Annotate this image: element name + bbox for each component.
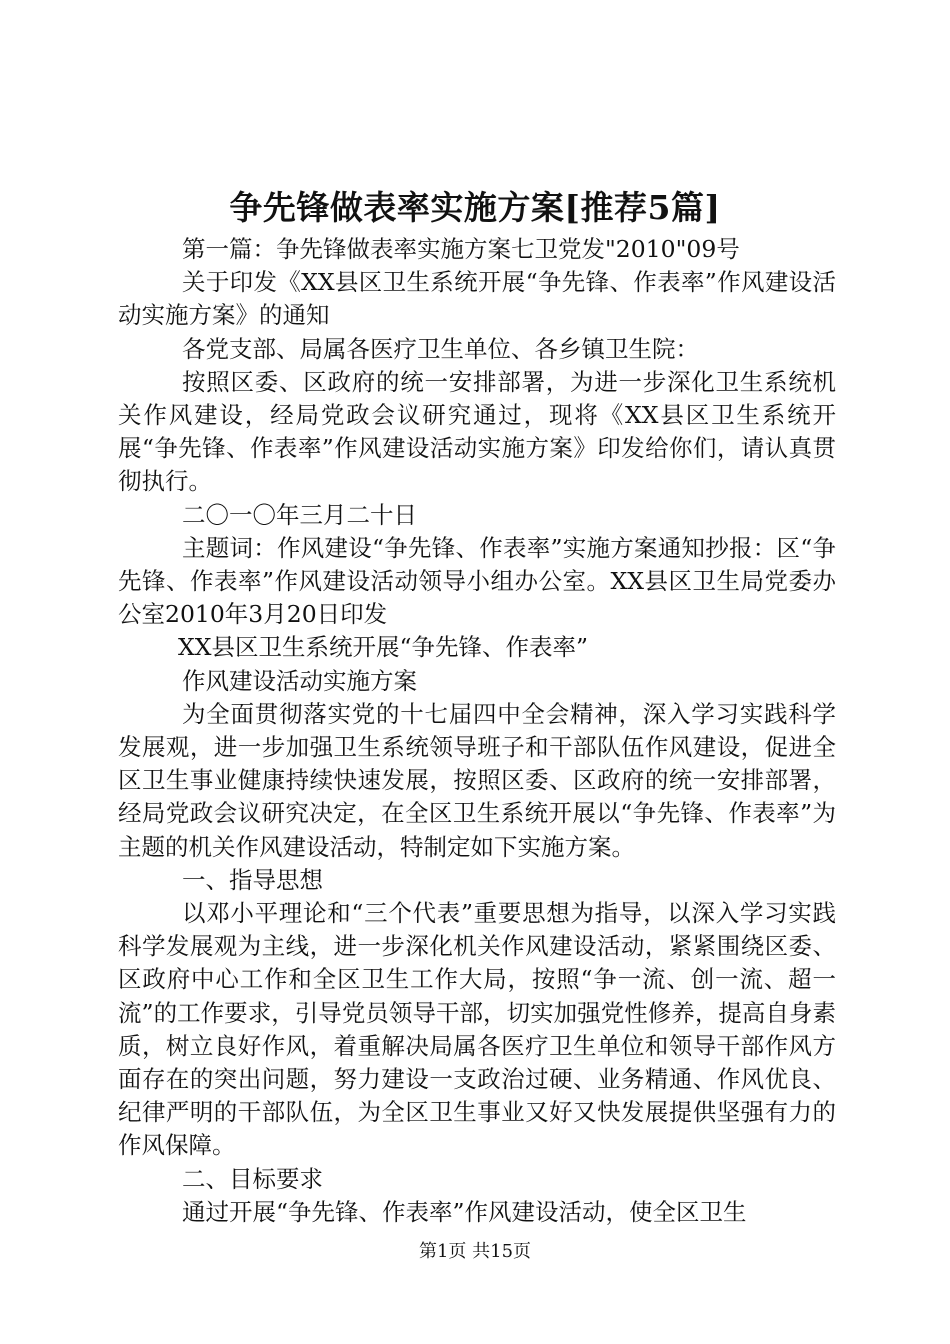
paragraph-addressees: 各党支部、局属各医疗卫生单位、各乡镇卫生院：: [182, 334, 699, 363]
paragraph-plan-title-line2: 作风建设活动实施方案: [182, 666, 417, 695]
section-heading-goals: 二、目标要求: [182, 1164, 323, 1193]
page-footer: 第1页 共15页: [418, 1241, 532, 1262]
document-body: [118, 233, 836, 1229]
paragraph-plan-intro: 为全面贯彻落实党的十七届四中全会精神，深入学习实践科学发展观，进一步加强卫生系统领导班子和干部队伍作风建设，促进全区卫生事业健康持续快速发展，按照区委、区政府的统一安排部署，经局党政会议研究决定，在全区卫生系统开展以“争先锋、作表率”为主题的机关作风建设活动，特制定如下实施方案。: [118, 699, 836, 861]
paragraph-goals: 通过开展“争先锋、作表率”作风建设活动，使全区卫生: [182, 1197, 747, 1226]
paragraph-subject-words: 主题词：作风建设“争先锋、作表率”实施方案通知抄报：区“争先锋、作表率”作风建设活动领导小组办公室。XX县区卫生局党委办公室2010年3月20日印发: [118, 533, 836, 629]
paragraph-date: 二〇一〇年三月二十日: [182, 500, 417, 529]
paragraph-notice-body: 按照区委、区政府的统一安排部署，为进一步深化卫生系统机关作风建设，经局党政会议研究通过，现将《XX县区卫生系统开展“争先锋、作表率”作风建设活动实施方案》印发给你们，请认真贯彻执行。: [118, 367, 836, 496]
document-title: 争先锋做表率实施方案[推荐5篇]: [229, 188, 721, 227]
paragraph-plan-title-line1: XX县区卫生系统开展“争先锋、作表率”: [178, 633, 588, 662]
section-heading-guiding-thought: 一、指导思想: [182, 865, 323, 894]
paragraph-first-section-heading: 第一篇：争先锋做表率实施方案七卫党发"2010"09号: [182, 235, 740, 263]
paragraph-guiding-thought: 以邓小平理论和“三个代表”重要思想为指导，以深入学习实践科学发展观为主线，进一步深化机关作风建设活动，紧紧围绕区委、区政府中心工作和全区卫生工作大局，按照“争一流、创一流、超一流”的工作要求，引导党员领导干部，切实加强党性修养，提高自身素质，树立良好作风，着重解决局属各医疗卫生单位和领导干部作风方面存在的突出问题，努力建设一支政治过硬、业务精通、作风优良、纪律严明的干部队伍，为全区卫生事业又好又快发展提供坚强有力的作风保障。: [118, 899, 836, 1160]
paragraph-notice-title: 关于印发《XX县区卫生系统开展“争先锋、作表率”作风建设活动实施方案》的通知: [118, 268, 836, 330]
